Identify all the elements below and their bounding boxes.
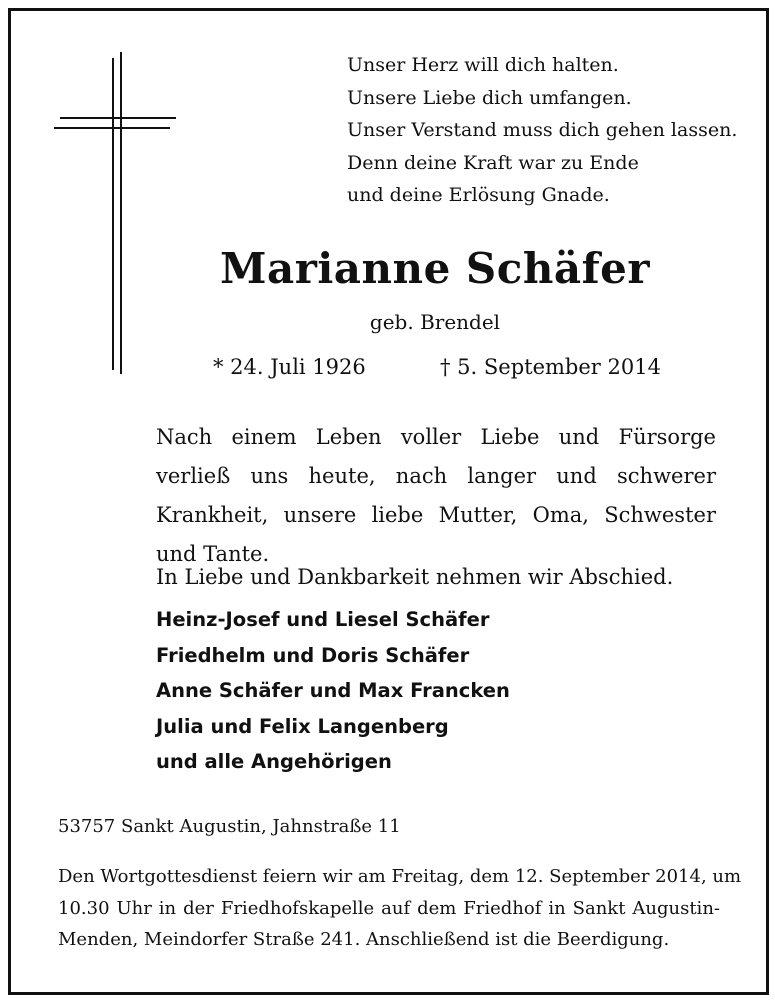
cross-horizontal-bar-top [60, 117, 176, 119]
deceased-name: Marianne Schäfer [220, 244, 650, 293]
poem-line: und deine Erlösung Gnade. [347, 184, 610, 206]
poem [347, 49, 737, 212]
service-line: Den Wortgottesdienst feiern wir am Freitag, dem 12. September 2014, um [58, 866, 742, 887]
poem-line: Denn deine Kraft war zu Ende [347, 151, 639, 174]
signer: Anne Schäfer und Max Francken [156, 679, 510, 702]
signers-list [156, 602, 510, 780]
birth-date: * 24. Juli 1926 [213, 355, 366, 379]
signer: und alle Angehörigen [156, 750, 392, 773]
farewell-text: In Liebe und Dankbarkeit nehmen wir Abschied. [156, 565, 674, 589]
death-date: † 5. September 2014 [440, 355, 661, 379]
poem-line: Unsere Liebe dich umfangen. [347, 86, 632, 109]
maiden-name: geb. Brendel [369, 310, 501, 334]
signer: Heinz-Josef und Liesel Schäfer [156, 608, 490, 631]
signer: Julia und Felix Langenberg [156, 714, 449, 738]
service-line: Menden, Meindorfer Straße 241. Anschließend ist die Beerdigung. [58, 929, 670, 950]
service-notice [58, 861, 742, 956]
cross-horizontal-bar-bottom [54, 127, 170, 129]
announcement-text: Nach einem Leben voller Liebe und Fürsorge verließ uns heute, nach langer und schwerer Krankheit, unsere liebe Mutter, Oma, Schwester und Tante. [156, 425, 716, 566]
mourning-address: 53757 Sankt Augustin, Jahnstraße 11 [58, 816, 401, 837]
poem-line: Unser Herz will dich halten. [347, 54, 619, 76]
poem-line: Unser Verstand muss dich gehen lassen. [347, 119, 738, 141]
signer: Friedhelm und Doris Schäfer [156, 643, 470, 667]
service-line: 10.30 Uhr in der Friedhofskapelle auf dem Friedhof in Sankt Augustin- [58, 897, 720, 919]
